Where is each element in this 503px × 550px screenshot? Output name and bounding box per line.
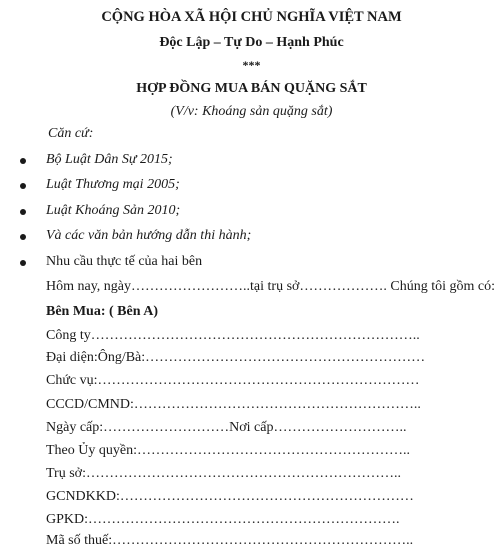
national-motto: Độc Lập – Tự Do – Hạnh Phúc [159, 35, 344, 50]
buyer-representative-field: Đại diện:Ông/Bà:…………………………………………………… [46, 350, 426, 365]
buyer-address-field: Trụ sở:………………………………………………………….. [46, 466, 401, 481]
bullet-icon [20, 183, 26, 189]
intro-line: Hôm nay, ngày……………………..tại trụ sở………………. Chúng tôi gồm có: [46, 279, 496, 294]
contract-subject: (V/v: Khoáng sản quặng sắt) [170, 104, 333, 119]
buyer-heading: Bên Mua: ( Bên A) [46, 304, 158, 319]
contract-title: HỢP ĐỒNG MUA BÁN QUẶNG SẮT [136, 81, 367, 96]
national-title: CỘNG HÒA XÃ HỘI CHỦ NGHĨA VIỆT NAM [101, 9, 402, 25]
buyer-company-field: Công ty…………………………………………………………….. [46, 328, 420, 343]
bullet-icon [20, 158, 26, 164]
buyer-id-number-field: CCCD/CMND:…………………………………………………….. [46, 397, 421, 412]
buyer-authorization-field: Theo Ủy quyền:………………………………………………….. [46, 443, 410, 458]
bullet-icon [20, 234, 26, 240]
basis-item: Và các văn bản hướng dẫn thi hành; [46, 228, 252, 243]
bullet-icon [20, 260, 26, 266]
basis-item: Nhu cầu thực tế của hai bên [46, 254, 203, 269]
buyer-position-field: Chức vụ:…………………………………………………………… [46, 373, 420, 388]
basis-item: Bộ Luật Dân Sự 2015; [46, 152, 173, 167]
basis-item: Luật Khoáng Sản 2010; [46, 203, 181, 218]
basis-heading: Căn cứ: [48, 126, 94, 141]
header-separator: *** [242, 58, 261, 72]
bullet-icon [20, 209, 26, 215]
basis-item: Luật Thương mại 2005; [46, 177, 180, 192]
buyer-business-license-field: GPKD:…………………………………………………………. [46, 512, 400, 527]
buyer-business-registration-field: GCNDKKD:……………………………………………………… [46, 489, 414, 504]
buyer-tax-code-field: Mã số thuế:……………………………………………………….. [46, 533, 414, 548]
buyer-issue-date-place-field: Ngày cấp:………………………Nơi cấp……………………….. [46, 420, 407, 435]
